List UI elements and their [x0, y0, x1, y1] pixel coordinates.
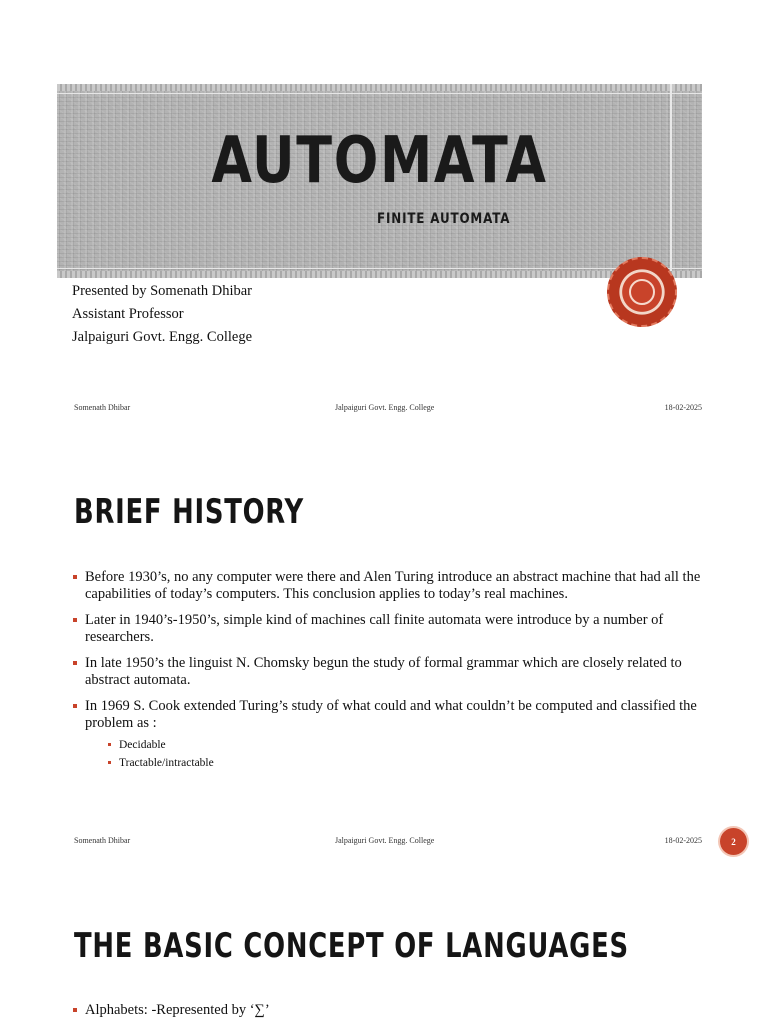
footer-institution: Jalpaiguri Govt. Engg. College: [335, 836, 435, 845]
banner-divider: [670, 84, 672, 278]
sub-list-item-text: Tractable/intractable: [119, 757, 214, 769]
banner-line-top: [57, 93, 702, 94]
footer-institution: Jalpaiguri Govt. Engg. College: [335, 403, 435, 412]
sub-list-item: [107, 736, 702, 754]
list-item: [72, 612, 702, 646]
banner-edge-top: [57, 84, 702, 91]
bullet-list: [72, 569, 702, 781]
slide-heading: BRIEF HISTORY: [74, 492, 305, 532]
seal-core: [629, 279, 655, 305]
presenter-info: [72, 280, 252, 349]
bullet-icon: [73, 704, 77, 708]
footer-date: 18-02-2025: [664, 403, 702, 412]
bullet-icon: [108, 743, 111, 746]
languages-slide: [0, 860, 768, 1024]
history-slide: [0, 430, 768, 860]
footer-author: Somenath Dhibar: [74, 403, 131, 412]
footer-date: 18-02-2025: [664, 836, 702, 845]
page-number-badge: 2: [720, 828, 747, 855]
bullet-list: [72, 1002, 702, 1028]
list-item-text: Later in 1940’s-1950’s, simple kind of machines call finite automata were introduce by a number of researchers.: [85, 612, 664, 645]
bullet-icon: [73, 1008, 77, 1012]
sub-list-item: [107, 754, 702, 772]
list-item-text: In 1969 S. Cook extended Turing’s study of what could and what couldn’t be computed and classified the problem as :: [85, 698, 697, 731]
list-item: [72, 569, 702, 603]
list-item-text: Before 1930’s, no any computer were there and Alen Turing introduce an abstract machine that had all the capabilities of today’s computers. This conclusion applies to today’s real machines.: [85, 569, 701, 602]
footer-author: Somenath Dhibar: [74, 836, 131, 845]
title-banner: [57, 84, 702, 278]
slide-heading: THE BASIC CONCEPT OF LANGUAGES: [74, 926, 629, 966]
list-item: [72, 655, 702, 689]
bullet-icon: [108, 761, 111, 764]
list-item-text: In late 1950’s the linguist N. Chomsky begun the study of formal grammar which are closely related to abstract automata.: [85, 655, 682, 688]
banner-edge-bottom: [57, 271, 702, 278]
list-item: [72, 698, 702, 772]
bullet-icon: [73, 618, 77, 622]
bullet-icon: [73, 575, 77, 579]
presenter-institution: Jalpaiguri Govt. Engg. College: [72, 329, 253, 345]
bullet-icon: [73, 661, 77, 665]
list-item: [72, 1002, 702, 1019]
college-seal-icon: [607, 257, 677, 327]
slide-subtitle: FINITE AUTOMATA: [377, 211, 511, 227]
sub-list-item-text: Decidable: [119, 739, 166, 751]
slide-title: AUTOMATA: [211, 124, 548, 198]
presenter-name: Presented by Somenath Dhibar: [72, 283, 253, 299]
presenter-designation: Assistant Professor: [72, 306, 184, 322]
sub-bullet-list: [107, 736, 702, 772]
banner-line-bottom: [57, 268, 702, 269]
list-item-text: Alphabets: -Represented by ‘∑’: [85, 1002, 270, 1018]
title-slide: [0, 0, 768, 430]
